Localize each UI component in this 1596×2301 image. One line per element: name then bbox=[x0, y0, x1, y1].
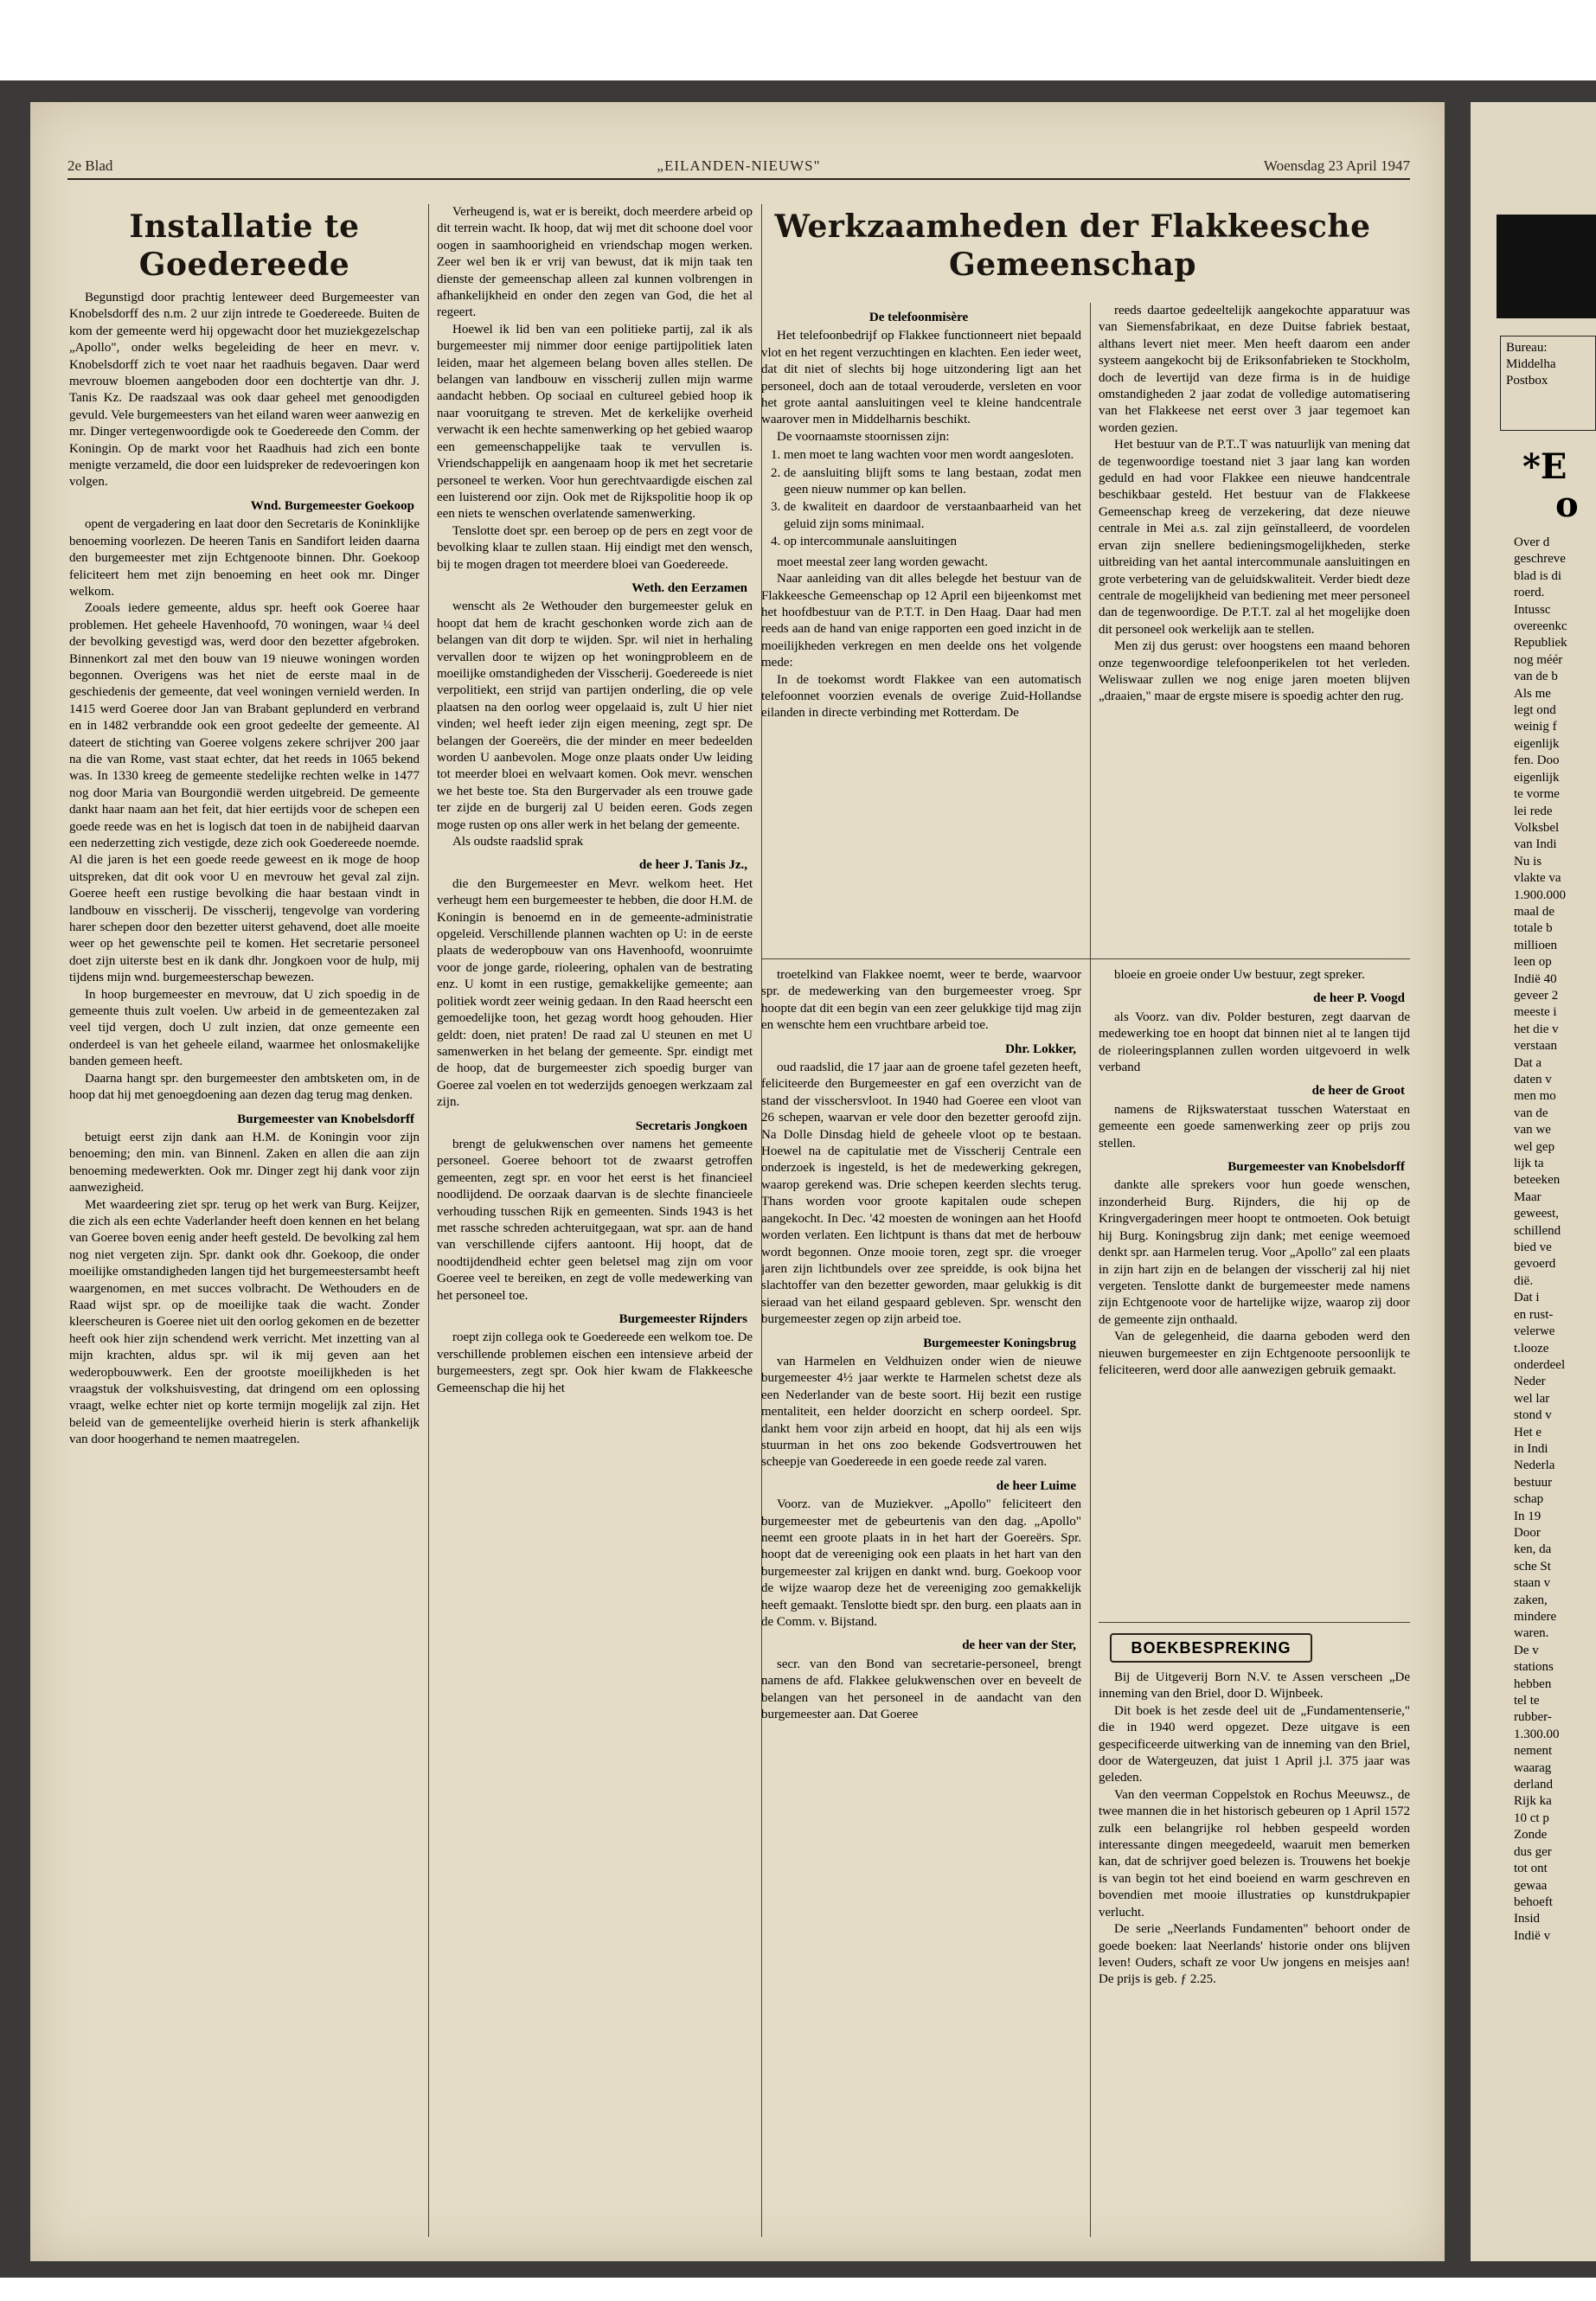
text-line: mindere bbox=[1514, 1610, 1557, 1624]
paragraph: als Voorz. van div. Polder besturen, zegt daarvan de medewerking toe en hoopt dat binnen niet al te langen tijd de rioleeringsplannen zullen worden uitgevoerd in welk verband bbox=[1099, 1009, 1410, 1075]
text-line: Indië v bbox=[1514, 1928, 1551, 1943]
paragraph: wenscht als 2e Wethouder den burgemeester geluk en hoopt dat hem de kracht geschonken worde zich aan de belangen van dit dorp te wijden. Spr. wil niet in herhaling vervallen door te wijzen op het woningprobleem en de moeilijke omstandigheden der Visscherij. Goedereede is niet verpolitiekt, een strijd van partijen onderling, die op vele plaatsen na den oorlog weer opgelaaid is, zult U hier niet vinden; wel heeft ieder zijn eigen meening, zegt spr. De belangen der Goereërs, die der minder en meer bedeelden worden U aanbevolen. Moge onze plaats onder Uw leiding tot meerder bloei en welvaart komen. Ook mevr. wenschen we het beste toe. Sta den Burgervader als een trouwe gade ter zijde en de burgerij zal U beiden eeren. Gods zegen moge rusten op ons aller werk in het belang der gemeente. bbox=[437, 599, 753, 832]
paragraph: Het telefoonbedrijf op Flakkee functionneert niet bepaald vlot en het regent verzuchtingen en klachten. Een ieder weet, dat dit niet of slechts bij hoge uitzondering ligt aan het personeel, doch aan de totaal verouderde, versleten en voor het grote aantal aansluitingen veel te kleine handcentrale waarover men in Middelharnis beschikt. bbox=[761, 329, 1081, 427]
text-line: totale b bbox=[1514, 921, 1553, 936]
masthead-block bbox=[1497, 215, 1596, 318]
text-line: t.looze bbox=[1514, 1341, 1549, 1356]
text-line: gevoerd bbox=[1514, 1257, 1556, 1272]
text-line: Als me bbox=[1514, 686, 1551, 701]
paragraph: Daarna hangt spr. den burgemeester den ambtsketen om, in de hoop dat hij met genoegdoening aan dezen dag terug mag denken. bbox=[69, 1071, 420, 1103]
text-line: waren. bbox=[1514, 1626, 1549, 1641]
section-divider bbox=[1099, 1622, 1410, 1623]
headline-line: o bbox=[1555, 484, 1579, 525]
text-line: stations bbox=[1514, 1660, 1554, 1675]
text-line: lei rede bbox=[1514, 804, 1553, 818]
paragraph: die den Burgemeester en Mevr. welkom heet. Het verheugt hem een burgemeester te hebben, die door H.M. de Koningin is benoemd en in de gemeente-administratie opgeleid. Verschillende plannen wachten op U: in de eerste plaats de wederopbouw van ons Havenhoofd, woonruimte voor de jonge garde, rioleering, ophalen van de bestrating enz. U komt in een rustige, gemakkelijke gemeente; aan politiek wordt zeer weinig gedaan. In den Raad heerscht een gemoedelijke toon, het gezag wordt hoog gehouden. Hier geldt: doen, niet praten! De raad zal U steunen en met U samenwerken in het belang der gemeente. Spr. eindigt met de hoop, dat de burgemeester zich spoedig burger van Goeree zal voelen en tot wederzijds genoegen werkzaam zal zijn. bbox=[437, 876, 753, 1110]
issue-date: Woensdag 23 April 1947 bbox=[1263, 157, 1410, 174]
text-line: nement bbox=[1514, 1744, 1553, 1759]
adjacent-page bbox=[1471, 102, 1596, 2261]
paragraph: Men zij dus gerust: over hoogstens een maand behoren onze tegenwoordige telefoonperikelen tot het verleden. Weliswaar zullen we nog enige jaren moeten blijven „draaien," maar de ergste misere is spoedig achter den rug. bbox=[1099, 639, 1410, 704]
speaker-heading: de heer de Groot bbox=[1311, 1084, 1405, 1099]
text-line: fen. Doo bbox=[1514, 753, 1560, 768]
text-line: Insid bbox=[1514, 1912, 1540, 1926]
text-line: en rust- bbox=[1514, 1307, 1554, 1322]
text-line: roerd. bbox=[1514, 586, 1545, 600]
text-line: onderdeel bbox=[1514, 1357, 1566, 1372]
paragraph: In de toekomst wordt Flakkee van een automatisch telefoonnet voorzien evenals de overige Zuid-Hollandse eilanden in directe verbinding met Rotterdam. De bbox=[761, 672, 1081, 721]
box-line: Middelha bbox=[1506, 357, 1556, 371]
text-line: van de bbox=[1514, 1106, 1548, 1120]
speaker-heading: Burgemeester Rijnders bbox=[619, 1312, 747, 1326]
paragraph: roept zijn collega ook te Goedereede een welkom toe. De verschillende problemen eischen een intensieve arbeid der burgemeesters, zegt spr. Ook hier kwam de Flakkeesche Gemeenschap die hij het bbox=[437, 1330, 753, 1395]
column-4-bottom bbox=[1099, 1670, 1410, 2237]
title-line: Gemeenschap bbox=[948, 247, 1197, 283]
text-line: tot ont bbox=[1514, 1862, 1548, 1876]
text-line: Nederla bbox=[1514, 1458, 1555, 1473]
paragraph: Als oudste raadslid sprak bbox=[452, 835, 584, 849]
adjacent-headline bbox=[1522, 448, 1579, 524]
text-line: Maar bbox=[1514, 1189, 1542, 1204]
text-line: in Indi bbox=[1514, 1441, 1548, 1456]
adjacent-text bbox=[1514, 535, 1596, 1945]
text-line: behoeft bbox=[1514, 1894, 1553, 1909]
paragraph: Tenslotte doet spr. een beroep op de pers en zegt voor de bevolking klaar te zullen staan. Hij eindigt met den wensch, bij te mogen dragen tot meerdere bloei van Goedereede. bbox=[437, 523, 753, 572]
text-line: ken, da bbox=[1514, 1542, 1552, 1557]
masthead-address-box bbox=[1500, 336, 1596, 431]
paragraph: Dit boek is het zesde deel uit de „Fundamentenserie," die in 1940 werd opgezet. Deze uitgave is een gespecificeerde uitwerking van de inneming van den Briel, door de Watergeuzen, dat juist 1 April j.l. 375 jaar was geleden. bbox=[1099, 1703, 1410, 1785]
text-line: millioen bbox=[1514, 938, 1557, 952]
paragraph: brengt de gelukwenschen over namens het gemeente personeel. Goeree behoort tot de zwaarst getroffen gemeenten, zegt spr. en voor het eerst is het financieel noodlijdend. De oorzaak daarvan is de slechte financieele verhouding tusschen Rijk en gemeenten. Sinds 1943 is het met rassche schreden achteruitgegaan, wat spr. aan de hand van verschillende cijfers aantoont. Hij hoopt, dat de noodtijdendheid echter geen beletsel mag zijn om voor Goeree veel te bereiken, en zegt de volle medewerking van het personeel toe. bbox=[437, 1137, 753, 1303]
text-line: van we bbox=[1514, 1123, 1551, 1138]
speaker-heading: Burgemeester van Knobelsdorff bbox=[1227, 1160, 1405, 1175]
text-line: 1.900.000 bbox=[1514, 888, 1566, 902]
text-line: blad is di bbox=[1514, 568, 1561, 583]
text-line: Indië 40 bbox=[1514, 971, 1557, 986]
title-line: Werkzaamheden der Flakkeesche bbox=[774, 208, 1371, 245]
text-line: schillend bbox=[1514, 1223, 1561, 1238]
paragraph: opent de vergadering en laat door den Secretaris de Koninklijke benoeming voorlezen. De heeren Tanis en Sandifort leiden daarna den burgemeester met zijn Echtgenoote binnen. Dhr. Goekoop feliciteert hem met zijn benoeming en heet ook mr. Dinger welkom. bbox=[69, 517, 420, 599]
paragraph: troetelkind van Flakkee noemt, weer te berde, waarvoor spr. de medewerking van den burgemeester vroeg. Spr hoopte dat dit een begin van een zeer gelukkige tijd mag zijn en wenschte hem een vruchtbare arbeid toe. bbox=[761, 968, 1081, 1033]
text-line: lijk ta bbox=[1514, 1157, 1544, 1171]
text-line: geveer 2 bbox=[1514, 988, 1559, 1003]
text-line: verstaan bbox=[1514, 1039, 1557, 1054]
list-item: 3. de kwaliteit en daardoor de verstaanbaarheid van het geluid zijn soms minimaal. bbox=[784, 499, 1081, 533]
text-line: rubber- bbox=[1514, 1710, 1552, 1725]
text-line: dië. bbox=[1514, 1273, 1534, 1288]
text-line: Neder bbox=[1514, 1375, 1546, 1389]
text-line: schap bbox=[1514, 1492, 1544, 1507]
speaker-heading: Burgemeester van Knobelsdorff bbox=[237, 1112, 414, 1126]
speaker-heading: Dhr. Lokker, bbox=[1005, 1042, 1076, 1056]
speaker-heading: de heer P. Voogd bbox=[1313, 991, 1405, 1006]
text-line: 1.300.00 bbox=[1514, 1727, 1560, 1741]
paragraph: Zooals iedere gemeente, aldus spr. heeft ook Goeree haar problemen. Het geheele Havenhoofd, 70 woningen, waar ¼ deel der bevolking gevestigd was, werd door den bezetter afgebroken. Binnenkort zal met den bouw van 19 nieuwe woningen worden begonnen. Overigens was het niet de eerste maal in de geschiedenis der gemeente, dat veel woningen vernield werden. In 1415 werd Goeree door Jan van Brabant geplunderd en verbrand en in 1482 verbrandde ook een groot gedeelte der gemeente. Al dateert de stichting van Goeree volgens zekere schrijver 200 jaar na die van Rome, vast staat echter, dat het reeds in 1065 bekend was. In 1330 kreeg de gemeente stedelijke rechten welke in 1477 nog door Maria van Bourgondië werden uitgebreid. De gemeente dankt haar naam aan het feit, dat hier eertijds voor de schepen een goede reede was en het is logisch dat toen in de nabijheid daarvan een nederzetting zich vestigde, deze zich ook Goedereede noemde. Al die jaren is het een goede reede geweest en ik moge de hoop uitspreken, dat dit ook voor U en mevrouw het geval zal zijn. Goeree heeft een rustige bevolking die haar bestaan vindt in landbouw en visscherij. De visscherij, tengevolge van vordering harer schepen door den bezetter uiterst gehavend, doet alle moeite weer op het gewenschte peil te komen. Het secretarie personeel doet zijn uiterste best en ik dank dhr. Jongkoen voor de hulp, mij tijdens mijn wnd. burgemeesterschap bewezen. bbox=[69, 601, 420, 985]
text-line: 10 ct p bbox=[1514, 1811, 1549, 1825]
newspaper-name: „EILANDEN-NIEUWS" bbox=[657, 157, 821, 174]
column-3-top bbox=[761, 303, 1081, 952]
title-line: Goedereede bbox=[138, 247, 350, 283]
text-line: staan v bbox=[1514, 1576, 1551, 1591]
title-line: Installatie te bbox=[129, 208, 360, 245]
paragraph: Met waardeering ziet spr. terug op het werk van Burg. Keijzer, die zich als een echte Vaderlander heeft doen kennen en het belang van Goeree boven eenig ander heeft gesteld. De bevolking zal hem nog niet vergeten zijn. Spr. dankt ook dhr. Goekoop, die onder moeilijke omstandigheden langen tijd het burgemeestersambt heeft waargenomen, en met succes volbracht. De Wethouders en de Raad wijst spr. op de moeilijke taak die wacht. Zonder kleerscheuren is Goeree niet uit den oorlog gekomen en de bezetter heeft ook hier zijn schendend werk verricht. Met inzetting van al mijn krachten, aldus spr. wil ik mij geven aan het wederopbouwwerk. Een der grootste moeilijkheden is het vraagstuk der volkshuisvesting, dat dringend om een oplossing vraagt, welke echter niet op korte termijn mogelijk zal zijn. Het beleid van de gemeentelijke overheid hierin is sterk afhankelijk van door hoogerhand te nemen maatregelen. bbox=[69, 1197, 420, 1447]
disturbance-list bbox=[761, 447, 1081, 550]
text-line: tel te bbox=[1514, 1694, 1540, 1708]
article-title-installatie bbox=[69, 208, 420, 284]
paragraph: Bij de Uitgeverij Born N.V. te Assen verscheen „De inneming van den Briel, door D. Wijnbeek. bbox=[1099, 1670, 1410, 1702]
text-line: eigenlijk bbox=[1514, 770, 1560, 785]
text-line: Het e bbox=[1514, 1425, 1542, 1439]
paragraph: Van den veerman Coppelstok en Rochus Meeuwsz., de twee mannen die in het historisch gebeuren op 1 April 1572 zulk een belangrijke rol hebben gespeeld worden interessante dingen meegedeeld, waaruit men bemerken kan, dat de schrijver goed belezen is. Trouwens het boekje is van begin tot het eind boeiend en warm geschreven en bovendien met mooie illustraties op kunstdrukpapier verlucht. bbox=[1099, 1787, 1410, 1920]
speaker-heading: Secretaris Jongkoen bbox=[635, 1118, 747, 1133]
paragraph: van Harmelen en Veldhuizen onder wien de nieuwe burgemeester 4½ jaar werkte te Harmelen schetst deze als een Nederlander van de beste soort. Hij bezit een rustige mentaliteit, een helder doorzicht en scherp oordeel. Spr. dankt hem voor zijn arbeid en hoopt, dat hij als een wijs stuurman in het ons zoo bekende Godsvertrouwen het scheepje van Goedereede in een goede reede zal varen. bbox=[761, 1354, 1081, 1470]
text-line: bestuur bbox=[1514, 1475, 1553, 1490]
paragraph: namens de Rijkswaterstaat tusschen Waterstaat en gemeente een goede samenwerking zeer op prijs zou stellen. bbox=[1099, 1102, 1410, 1150]
paragraph: oud raadslid, die 17 jaar aan de groene tafel gezeten heeft, feliciteerde den Burgemeester en gaf een overzicht van de stand der visschersvloot. In 1940 had Goeree een vloot van 26 schepen, waarvan er vele door den bezetter geroofd zijn. Na Dolle Dinsdag hield de geheele vloot op te bestaan. Hoewel na de capitulatie met de Visscherij Centrale een onderzoek is ingesteld, is het de medewerking gekregen, waarop gerekend was. Drie schepen keerden slechts terug. Thans worden voor groote kapitalen oude schepen aangekocht. In Dec. '42 moesten de woningen aan het Hoofd worden verlaten. Een lichtpunt is thans dat met de herbouw wordt begonnen. Onze mooie toren, zegt spr. die vroeger jaren zijn lichtbundels over zee spreidde, is ook bijna het slachtoffer van den bezetter geworden, maar gelukkig is dit sieraad van het eiland gespaard gebleven. Spr. wenscht den burgemeester zegen op zijn arbeid toe. bbox=[761, 1061, 1081, 1327]
text-line: velerwe bbox=[1514, 1324, 1555, 1339]
text-line: geweest, bbox=[1514, 1207, 1560, 1221]
paragraph: De voornaamste stoornissen zijn: bbox=[777, 429, 950, 444]
text-line: derland bbox=[1514, 1778, 1553, 1792]
text-line: wel lar bbox=[1514, 1391, 1550, 1406]
paragraph: betuigt eerst zijn dank aan H.M. de Koningin voor zijn benoeming; den min. van Binnenl. Zaken en allen die aan zijn benoeming medewerkten. Ook mr. Dinger zegt hij dank voor zijn aanwezigheid. bbox=[69, 1130, 420, 1195]
subheading: De telefoonmisère bbox=[869, 311, 969, 324]
text-line: bied ve bbox=[1514, 1240, 1552, 1255]
speaker-heading: Wnd. Burgemeester Goekoop bbox=[250, 498, 414, 513]
column-2 bbox=[437, 204, 753, 2237]
box-line: Postbox bbox=[1506, 374, 1548, 388]
text-line: het die v bbox=[1514, 1022, 1559, 1036]
paragraph: bloeie en groeie onder Uw bestuur, zegt spreker. bbox=[1114, 968, 1365, 982]
box-line: Bureau: bbox=[1506, 341, 1548, 355]
text-line: In 19 bbox=[1514, 1509, 1542, 1523]
text-line: Zonde bbox=[1514, 1828, 1548, 1843]
paragraph: secr. van den Bond van secretarie-personeel, brengt namens de afd. Flakkee gelukwenschen over en beveelt de belangen van het personeel in de aandacht van den burgemeester aan. Dat Goeree bbox=[761, 1657, 1081, 1722]
text-line: Over d bbox=[1514, 535, 1550, 549]
paragraph: Hoewel ik lid ben van een politieke partij, zal ik als burgemeester mij nimmer door eenige partijpolitiek laten leiden, maar het algemeen belang boven alles stellen. De belangen van landbouw en visscherij zullen mijn warme aandacht hebben. Op sociaal en cultureel gebied hoop ik naar vooruitgang te streven. Met de kerkelijke overheid verwacht ik een hechte samenwerking op het gebied waarop een gemeenschappelijke taak te vervullen is. Vriendschappelijk en aangenaam hoop ik met het secretarie personeel te werken. Voor hun gerechtvaardigde eischen zal een luisterend oor zijn. Ook met de Rijkspolitie hoop ik op een niets te wenschen overlatende samenwerking. bbox=[437, 322, 753, 522]
column-4-top bbox=[1099, 303, 1410, 952]
column-4-middle bbox=[1099, 967, 1410, 1625]
text-line: eigenlijk bbox=[1514, 736, 1560, 751]
text-line: van Indi bbox=[1514, 837, 1557, 852]
page-header bbox=[67, 154, 1410, 180]
speaker-heading: Weth. den Eerzamen bbox=[631, 580, 747, 595]
paragraph: In hoop burgemeester en mevrouw, dat U zich spoedig in de gemeente thuis zult voelen. Uw arbeid in de gemeentezaken zal veel tijd vergen, doch U zult inzien, dat onze gemeente een onderdeel is van het geheele eiland, waarmee het onlosmakelijke banden gemeen heeft. bbox=[69, 987, 420, 1069]
speaker-heading: Burgemeester Koningsbrug bbox=[923, 1336, 1076, 1350]
paragraph: Begunstigd door prachtig lenteweer deed Burgemeester van Knobelsdorff des n.m. 2 uur zijn intrede te Goedereede. Buiten de kom der gemeente werd hij opgewacht door het muziekgezelschap „Apollo", onder welks begeleiding de heer en mevr. v. Knobelsdorff zich te voet naar het raadhuis begaven. Daar werd mevrouw bloemen aangeboden door een dochtertje van dhr. J. Tanis Kz. De raadszaal was ook daar geheel met genoodigden gevuld. Vele burgemeesters van het eiland waren weer aanwezig en mr. Dinger vertegenwoordigde ook te Goedereede den Comm. der Koningin. Op de markt voor het Raadhuis had zich een bonte menigte verzameld, die door een luidspreker de redevoeringen kon volgen. bbox=[69, 291, 420, 490]
text-line: waarag bbox=[1514, 1760, 1552, 1775]
boekbespreking-label: BOEKBESPREKING bbox=[1110, 1633, 1312, 1663]
list-item: 1. men moet te lang wachten voor men wordt aangesloten. bbox=[784, 447, 1081, 464]
text-line: beteeken bbox=[1514, 1173, 1561, 1188]
paragraph: De serie „Neerlands Fundamenten" behoort onder de goede boeken: laat Neerlands' historie onder ons blijven leven! Ouders, schaft ze voor Uw jongens en meisjes aan! De prijs is geb. ƒ 2.25. bbox=[1099, 1922, 1410, 1987]
paragraph: Van de gelegenheid, die daarna geboden werd den nieuwen burgemeester en zijn Echtgenoote persoonlijk te feliciteeren, werd door alle aanwezigen gebruik gemaakt. bbox=[1099, 1330, 1410, 1377]
page-number: 2e Blad bbox=[67, 157, 113, 174]
text-line: hebben bbox=[1514, 1676, 1552, 1691]
paragraph: Verheugend is, wat er is bereikt, doch meerdere arbeid op dit terrein wacht. Ik hoop, dat wij met dit schoone doel voor oogen in saamhoorigheid en vriendschap mogen werken. Zeer wel ben ik er vrij van bewust, dat ik mijn taak ten dienste der gemeenschap alleen zal kunnen volbrengen in afhankelijkheid en onder den zegen van God, die het al regeert. bbox=[437, 205, 753, 320]
paragraph: reeds daartoe gedeeltelijk aangekochte apparatuur was van Siemensfabrikaat, en deze Duitse fabriek bestaat, althans levert niet meer. Men heeft daarom een ander systeem aangekocht bij de Eriksonfabrieken te Stockholm, doch de levertijd van deze firma is in de huidige omstandigheden 2 jaar zodat de volledige automatisering van het Flakkeese net eerst over 3 jaar tegemoet kan worden gezien. bbox=[1099, 304, 1410, 435]
paragraph: dankte alle sprekers voor hun goede wenschen, inzonderheid Burg. Rijnders, die hij op de Kringvergaderingen meer hoopt te ontmoeten. Ook betuigt hij Burg. Koningsbrug zijn dank; met eenige weemoed denkt spr. aan Harmelen terug. Voor „Apollo" zal een plaats in zijn hart zijn en de belangen der visscherij zal hij niet vergeten. Tenslotte dankt de burgemeester mede namens zijn Echtgenoote voor de hartelijke wijze, waarop zij door de gemeente zijn onthaald. bbox=[1099, 1178, 1410, 1327]
text-line: nog méér bbox=[1514, 652, 1563, 667]
text-line: overeenkc bbox=[1514, 619, 1567, 634]
text-line: Dat i bbox=[1514, 1291, 1540, 1305]
text-line: Door bbox=[1514, 1525, 1541, 1540]
text-line: legt ond bbox=[1514, 703, 1556, 718]
speaker-heading: de heer Luime bbox=[996, 1478, 1076, 1493]
text-line: geschreve bbox=[1514, 552, 1566, 567]
column-divider bbox=[428, 204, 429, 2237]
text-line: Republiek bbox=[1514, 636, 1567, 651]
text-line: men mo bbox=[1514, 1089, 1556, 1104]
list-item: 4. op intercommunale aansluitingen bbox=[784, 534, 1081, 550]
text-line: Nu is bbox=[1514, 854, 1542, 868]
paragraph: Naar aanleiding van dit alles belegde het bestuur van de Flakkeesche Gemeenschap op 12 April een bijeenkomst met het hoofdbestuur van de P.T.T. in Den Haag. Daar had men reeds aan de hand van enige rapporten een goed inzicht in de moeilijkheden verkregen en men deelde ons het volgende mede: bbox=[761, 572, 1081, 670]
text-line: stond v bbox=[1514, 1408, 1552, 1423]
text-line: dus ger bbox=[1514, 1844, 1552, 1859]
text-line: maal de bbox=[1514, 904, 1555, 919]
text-line: Rijk ka bbox=[1514, 1794, 1552, 1809]
text-line: vlakte va bbox=[1514, 871, 1561, 886]
column-1 bbox=[69, 290, 420, 2236]
text-line: sche St bbox=[1514, 1559, 1551, 1574]
column-3-bottom bbox=[761, 967, 1081, 2237]
section-divider bbox=[761, 958, 1410, 959]
speaker-heading: de heer J. Tanis Jz., bbox=[638, 858, 747, 873]
text-line: Volksbel bbox=[1514, 820, 1560, 835]
text-line: te vorme bbox=[1514, 787, 1560, 802]
text-line: van de b bbox=[1514, 670, 1558, 684]
text-line: gewaa bbox=[1514, 1878, 1548, 1893]
text-line: daten v bbox=[1514, 1073, 1552, 1086]
text-line: leen op bbox=[1514, 955, 1552, 970]
text-line: weinig f bbox=[1514, 720, 1557, 734]
article-title-werkzaamheden bbox=[753, 208, 1393, 284]
text-line: De v bbox=[1514, 1643, 1539, 1657]
speaker-heading: de heer van der Ster, bbox=[962, 1638, 1076, 1653]
list-item: 2. de aansluiting blijft soms te lang bestaan, zodat men geen nieuw nummer op kan bellen. bbox=[784, 465, 1081, 499]
paragraph: Het bestuur van de P.T..T was natuurlijk van mening dat de tegenwoordige toestand niet 3 jaar lang kan worden geduld en had voor Flakkee een nieuwe handcentrale beschikbaar gesteld. Het bestuur van de Flakkeese Gemeenschap kreeg de verzekering, dat deze nieuwe centrale in Mei a.s. zal zijn geïnstalleerd, de voordelen ervan zijn snellere bedieningsmogelijkheden, sterke uitbreiding van het aantal intercommunale aansluitingen en grote verbetering van de geluidskwaliteit. Verder biedt deze centrale de mogelijkheid van bediening met meer personeel dan de tegenwoordige. De P.T.T. zal al het mogelijke doen dit personeel ook werkelijk aan te stellen. bbox=[1099, 438, 1410, 637]
column-divider bbox=[1090, 303, 1091, 2237]
text-line: Intussc bbox=[1514, 602, 1551, 617]
paragraph: Voorz. van de Muziekver. „Apollo" feliciteert den burgemeester met de gebeurtenis van den dag. „Apollo" neemt een groote plaats in in het hart der Goereërs. Spr. hoopt dat de vereeniging ook een plaats in het hart van den burgemeester zal krijgen en dankt wnd. burg. Goekoop voor de wijze waarop deze het de vereeniging zoo gemakkelijk heeft gemaakt. Tenslotte biedt spr. den burg. een plaats aan in de Comm. v. Bijstand. bbox=[761, 1497, 1081, 1630]
headline-line: *E bbox=[1522, 446, 1567, 487]
paragraph: moet meestal zeer lang worden gewacht. bbox=[777, 554, 989, 569]
text-line: Dat a bbox=[1514, 1055, 1542, 1070]
text-line: meeste i bbox=[1514, 1005, 1557, 1020]
text-line: zaken, bbox=[1514, 1593, 1548, 1607]
text-line: wel gep bbox=[1514, 1139, 1555, 1154]
